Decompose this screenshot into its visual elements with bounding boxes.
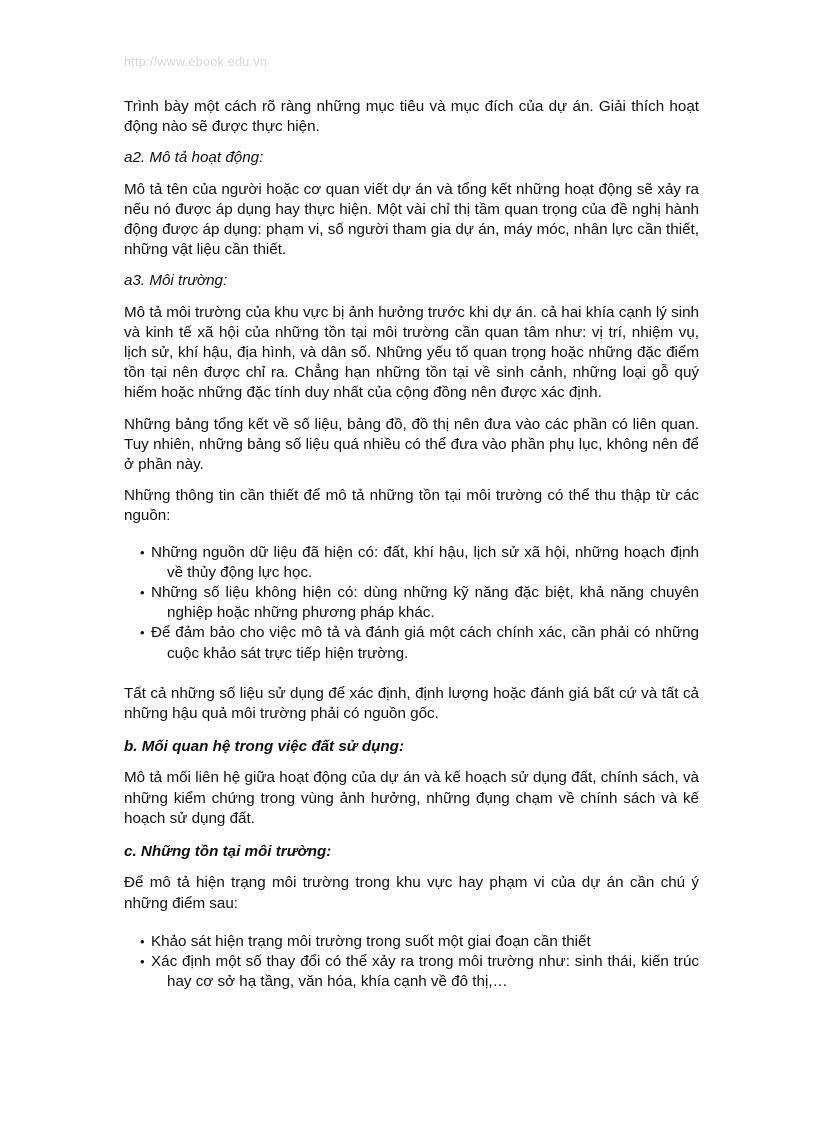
assessment-list xyxy=(124,932,699,993)
watermark-url: http://www.ebook.edu.vn xyxy=(124,55,268,69)
section-c-heading: c. Những tồn tại môi trường: xyxy=(124,843,332,861)
section-a2-paragraph: Mô tả tên của người hoặc cơ quan viết dự án và tổng kết những hoạt động sẽ xảy ra nếu nó được áp dụng hay thực hiện. Một vài chỉ thị tầm quan trọng của đề nghị hành động được áp dụng: phạm vi, số người tham gia dự án, máy móc, nhân lực cần thiết, những vật liệu cần thiết. xyxy=(124,180,699,259)
section-b-paragraph: Mô tả mối liên hệ giữa hoạt động của dự án và kế hoạch sử dụng đất, chính sách, và những kiểm chứng trong vùng ảnh hưởng, những đụng chạm về chính sách và kế hoạch sử dụng đất. xyxy=(124,769,699,827)
list-item: • Khảo sát hiện trạng môi trường trong suốt một giai đoạn cần thiết xyxy=(124,932,699,952)
section-a3-heading: a3. Môi trường: xyxy=(124,272,228,290)
section-a3-paragraph-1: Mô tả môi trường của khu vực bị ảnh hưởng trước khi dự án. cả hai khía cạnh lý sinh và kinh tế xã hội của những tồn tại môi trường cần quan tâm như: vị trí, nhiệm vụ, lịch sử, khí hậu, địa hình, và dân số. Những yếu tố quan trọng hoặc những đặc điểm tồn tại nên được chỉ ra. Chẳng hạn những tồn tại về sinh cảnh, những loại gỗ quý hiếm hoặc những đặc tính duy nhất của cộng đồng nên được xác định. xyxy=(124,303,699,402)
bullet-icon: • xyxy=(140,953,145,969)
bullet-icon: • xyxy=(140,585,145,601)
section-a3-paragraph-4: Tất cả những số liệu sử dụng để xác định, định lượng hoặc đánh giá bất cứ và tất cả những hậu quả môi trường phải có nguồn gốc. xyxy=(124,684,699,723)
list-item: • Để đảm bảo cho việc mô tả và đánh giá một cách chính xác, cần phải có những cuộc khảo sát trực tiếp hiện trường. xyxy=(140,624,699,662)
bullet-icon: • xyxy=(140,933,145,949)
list-item: • Những số liệu không hiện có: dùng những kỹ năng đặc biệt, khả năng chuyên nghiệp hoặc những phương pháp khác. xyxy=(140,584,699,622)
section-c-paragraph: Để mô tả hiện trạng môi trường trong khu vực hay phạm vi của dự án cần chú ý những điểm sau: xyxy=(124,874,699,912)
section-b-heading: b. Mối quan hệ trong việc đất sử dụng: xyxy=(124,738,404,756)
section-a3-paragraph-3: Những thông tin cần thiết để mô tả những tồn tại môi trường có thể thu thập từ các nguồn: xyxy=(124,487,699,525)
section-a2-heading: a2. Mô tả hoạt động: xyxy=(124,149,264,167)
bullet-icon: • xyxy=(140,625,145,641)
bullet-icon: • xyxy=(140,544,145,560)
section-a3-paragraph-2: Những bảng tổng kết về số liệu, bảng đồ, đồ thị nên đưa vào các phần có liên quan. Tuy nhiên, những bảng số liệu quá nhiều có thể đưa vào phần phụ lục, không nên để ở phần này. xyxy=(124,415,699,474)
intro-paragraph: Trình bày một cách rõ ràng những mục tiêu và mục đích của dự án. Giải thích hoạt động nào sẽ được thực hiện. xyxy=(124,98,699,136)
list-item: • Những nguồn dữ liệu đã hiện có: đất, khí hậu, lịch sử xã hội, những hoạch định về thủy động lực học. xyxy=(140,543,699,581)
sources-list xyxy=(124,543,699,664)
document-body xyxy=(124,97,699,1012)
list-item: • Xác định một số thay đổi có thể xảy ra trong môi trường như: sinh thái, kiến trúc hay cơ sở hạ tầng, văn hóa, khía cạnh về đô thị,… xyxy=(140,952,699,991)
